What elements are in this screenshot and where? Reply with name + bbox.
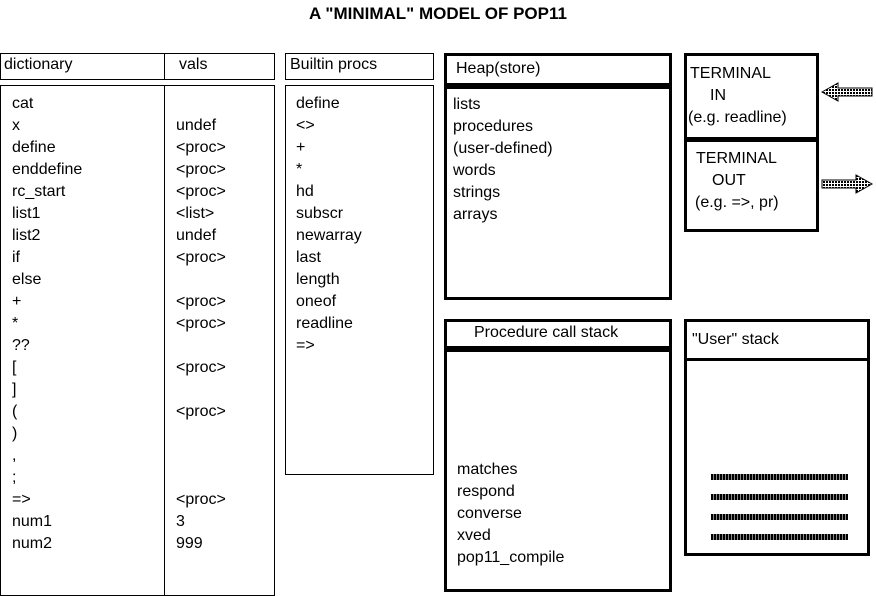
dictionary-val: <proc> [176, 249, 226, 266]
dictionary-val: <proc> [176, 359, 226, 376]
dictionary-name: define [12, 139, 56, 156]
call-stack-header-rule [444, 346, 672, 352]
user-stack-box [684, 358, 870, 556]
dictionary-header-label: dictionary [4, 56, 73, 73]
heap-item: words [453, 162, 496, 179]
builtin-proc-item: subscr [296, 205, 344, 222]
terminal-out-line2: OUT [712, 172, 746, 189]
dictionary-name: [ [12, 359, 17, 376]
dictionary-name: => [12, 491, 31, 508]
heap-items-list [453, 94, 553, 226]
dictionary-val [176, 335, 226, 357]
builtin-proc-item: oneof [296, 293, 337, 310]
dictionary-vals-column [176, 93, 226, 555]
dictionary-name: + [12, 293, 22, 310]
dictionary-name: rc_start [12, 183, 66, 200]
dictionary-name: num2 [12, 535, 53, 552]
dictionary-name: if [12, 249, 20, 266]
builtin-proc-item: <> [296, 117, 315, 134]
terminal-out-line3: (e.g. =>, pr) [695, 194, 779, 211]
builtin-proc-item: define [296, 95, 340, 112]
diagram-title: A "MINIMAL" MODEL OF POP11 [309, 4, 567, 23]
dictionary-name: cat [12, 95, 34, 112]
dictionary-val: undef [176, 117, 217, 134]
builtin-proc-item: + [296, 139, 306, 156]
dictionary-val: <proc> [176, 491, 226, 508]
vals-header-label: vals [179, 56, 208, 73]
dictionary-name: num1 [12, 513, 53, 530]
heap-header-label: Heap(store) [456, 60, 541, 77]
terminal-in-line2: IN [710, 87, 726, 104]
user-stack-entry [711, 514, 848, 520]
builtin-proc-item: last [296, 249, 321, 266]
dictionary-name: * [12, 315, 19, 332]
dictionary-name: enddefine [12, 161, 83, 178]
call-stack-header-label: Procedure call stack [474, 324, 619, 341]
user-stack-entry [711, 494, 848, 500]
input-arrow-icon [820, 80, 874, 104]
dictionary-val [176, 423, 226, 445]
call-stack-item: pop11_compile [457, 549, 565, 566]
user-stack-entry [711, 534, 848, 540]
dictionary-val [176, 467, 226, 489]
dictionary-val [176, 379, 226, 401]
dictionary-val: <proc> [176, 139, 226, 156]
output-arrow-icon [820, 172, 874, 196]
dictionary-val [176, 445, 226, 467]
call-stack-item: respond [457, 483, 515, 500]
user-stack-header-label: "User" stack [692, 331, 779, 348]
builtin-procs-list [296, 93, 362, 357]
dictionary-column-divider [164, 85, 165, 596]
heap-item: strings [453, 184, 501, 201]
heap-item: procedures [453, 118, 534, 135]
builtin-proc-item: hd [296, 183, 314, 200]
call-stack-item: xved [457, 527, 491, 544]
dictionary-name: ?? [12, 337, 30, 354]
terminal-out-line1: TERMINAL [696, 150, 777, 167]
dictionary-val: 999 [176, 535, 203, 552]
dictionary-name: ] [12, 381, 17, 398]
dictionary-val: undef [176, 227, 217, 244]
dictionary-header-divider [164, 53, 165, 80]
call-stack-item: matches [457, 461, 518, 478]
builtin-proc-item: newarray [296, 227, 362, 244]
builtin-proc-item: length [296, 271, 340, 288]
builtin-proc-item: => [296, 337, 315, 354]
dictionary-val [176, 93, 226, 115]
builtin-header-label: Builtin procs [290, 56, 378, 73]
dictionary-name: ( [12, 403, 18, 420]
dictionary-name: list2 [12, 227, 41, 244]
call-stack-item: converse [457, 505, 522, 522]
heap-item: lists [453, 96, 481, 113]
terminal-in-line1: TERMINAL [690, 65, 771, 82]
builtin-proc-item: * [296, 161, 303, 178]
dictionary-val: <proc> [176, 161, 226, 178]
dictionary-val: <proc> [176, 403, 226, 420]
dictionary-name: x [12, 117, 20, 134]
dictionary-name: , [12, 447, 17, 464]
dictionary-val: 3 [176, 513, 185, 530]
heap-item: arrays [453, 206, 498, 223]
dictionary-names-column [12, 93, 82, 555]
dictionary-name: list1 [12, 205, 41, 222]
builtin-proc-item: readline [296, 315, 353, 332]
heap-header-rule [444, 84, 672, 89]
dictionary-name: else [12, 271, 42, 288]
dictionary-val: <list> [176, 205, 215, 222]
dictionary-name: ; [12, 469, 17, 486]
dictionary-val: <proc> [176, 315, 226, 332]
dictionary-val: <proc> [176, 183, 226, 200]
dictionary-val: <proc> [176, 293, 226, 310]
dictionary-name: ) [12, 425, 18, 442]
call-stack-items [457, 459, 564, 569]
heap-item: (user-defined) [453, 140, 553, 157]
terminal-in-line3: (e.g. readline) [688, 109, 787, 126]
dictionary-val [176, 269, 226, 291]
user-stack-entry [711, 474, 848, 480]
